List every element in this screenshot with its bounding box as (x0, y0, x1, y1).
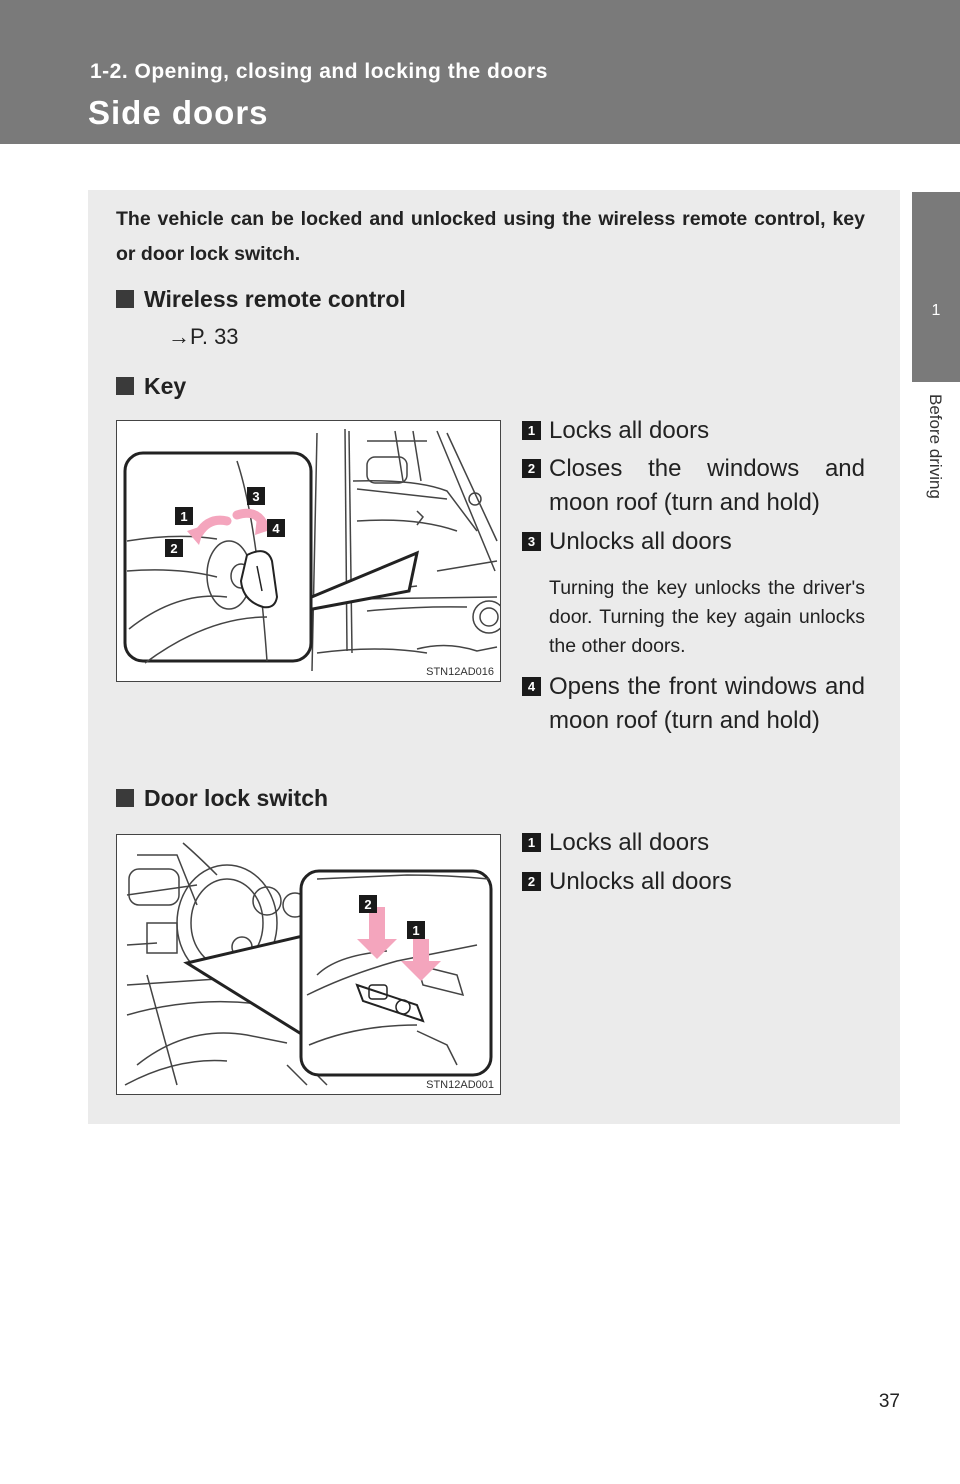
chapter-tab-label (912, 382, 960, 572)
key-item-4 (522, 670, 865, 738)
door-lock-item-2-text: Unlocks all doors (549, 868, 732, 895)
svg-text:3: 3 (252, 489, 260, 504)
svg-text:1: 1 (180, 509, 188, 524)
figure-code: STN12AD001 (426, 1079, 494, 1091)
page-number: 37 (878, 1391, 900, 1412)
door-lock-illustration (117, 835, 501, 1095)
svg-text:1: 1 (412, 923, 420, 938)
callout-number-badge: 3 (522, 532, 541, 551)
heading-key-text: Key (144, 373, 187, 399)
key-illustration (117, 421, 501, 682)
callout-number-badge: 4 (522, 677, 541, 696)
page-title: Side doors (88, 94, 269, 131)
square-bullet-icon (116, 789, 134, 807)
intro-paragraph: The vehicle can be locked and unlocked using the wireless remote control, key or door lock switch. (116, 208, 865, 265)
door-lock-figure (116, 834, 501, 1095)
callout-number-badge: 1 (522, 833, 541, 852)
callout-number-badge: 2 (522, 459, 541, 478)
door-lock-item-1 (522, 826, 865, 860)
page-reference-link[interactable]: →P. 33 (168, 324, 239, 349)
heading-door-lock-switch-text: Door lock switch (144, 785, 329, 811)
square-bullet-icon (116, 290, 134, 308)
key-item-1 (522, 414, 865, 448)
section-reference: 1-2. Opening, closing and locking the doors (90, 60, 548, 83)
heading-wireless-remote-text: Wireless remote control (144, 286, 406, 312)
svg-text:4: 4 (272, 521, 280, 536)
key-item-2 (522, 452, 865, 520)
door-lock-item-2 (522, 865, 865, 899)
key-item-3-text: Unlocks all doors (549, 528, 732, 555)
square-bullet-icon (116, 377, 134, 395)
key-item-3 (522, 525, 865, 559)
chapter-tab-label-text: Before driving (926, 394, 945, 499)
callout-number-badge: 1 (522, 421, 541, 440)
heading-door-lock-switch (116, 785, 328, 812)
callout-number-badge: 2 (522, 872, 541, 891)
door-lock-item-1-text: Locks all doors (549, 829, 710, 856)
svg-text:2: 2 (170, 541, 178, 556)
key-note: Turning the key unlocks the driver's door. Turning the key again unlocks the other doors. (549, 577, 865, 657)
svg-text:2: 2 (364, 897, 372, 912)
heading-wireless-remote (116, 286, 406, 313)
heading-key (116, 373, 186, 400)
key-item-2-text: Closes the windows and moon roof (turn and hold) (549, 455, 865, 516)
figure-code: STN12AD016 (426, 666, 494, 678)
key-item-4-text: Opens the front windows and moon roof (turn and hold) (549, 673, 865, 734)
key-figure (116, 420, 501, 682)
key-item-1-text: Locks all doors (549, 417, 710, 444)
chapter-tab-number: 1 (912, 192, 960, 382)
